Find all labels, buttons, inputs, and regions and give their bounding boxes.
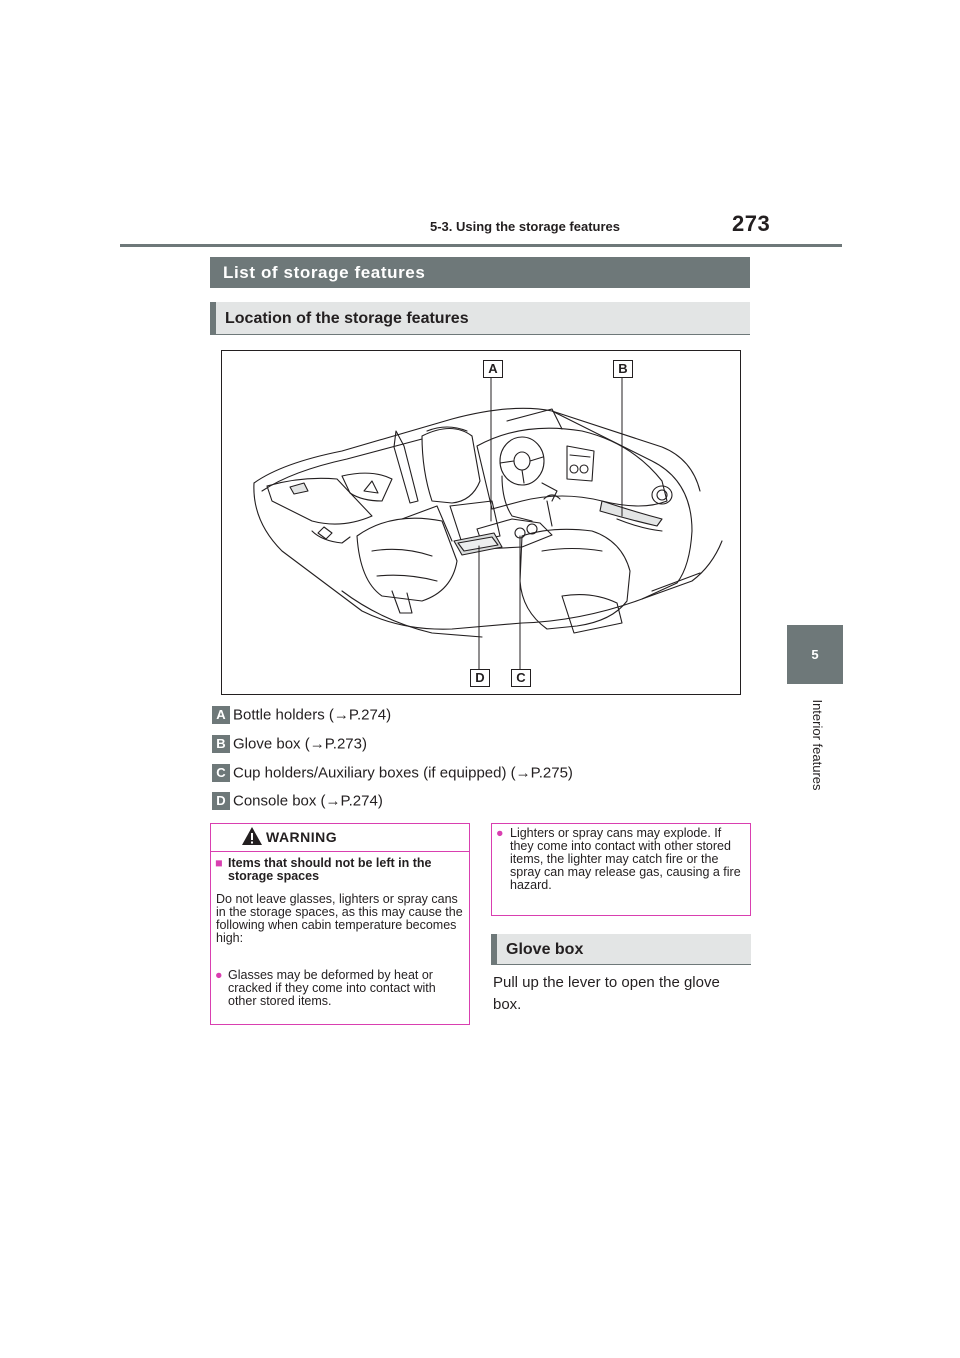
legend-key-c: C [212, 764, 230, 782]
warning-title: WARNING [266, 829, 338, 845]
glove-box-heading: Glove box [491, 934, 751, 965]
bullet-dot-icon: ● [496, 826, 504, 840]
legend-text-d[interactable]: Console box (→P.274) [233, 792, 383, 810]
warning-title-rule [211, 851, 469, 852]
callout-a: A [483, 360, 503, 378]
chapter-number: 5 [811, 647, 819, 662]
callout-c: C [511, 669, 531, 687]
header-rule [120, 244, 842, 247]
warning-triangle-icon [241, 826, 263, 846]
legend-text-b[interactable]: Glove box (→P.273) [233, 735, 367, 753]
callout-b: B [613, 360, 633, 378]
legend-text-c[interactable]: Cup holders/Auxiliary boxes (if equipped) (→P.275) [233, 764, 573, 782]
warning-bullet-2: Lighters or spray cans may explode. If they come into contact with other stored items, the lighter may catch fire or the spray can may release gas, causing a fire hazard. [510, 826, 741, 892]
legend-item-a [212, 706, 391, 726]
square-bullet-icon: ■ [215, 856, 223, 870]
glove-box-underline [491, 964, 751, 965]
page-number: 273 [732, 211, 771, 236]
glove-box-body: Pull up the lever to open the glove box. [493, 974, 720, 1013]
callout-d: D [470, 669, 490, 687]
warning-body: Do not leave glasses, lighters or spray cans in the storage spaces, as this may cause the following when cabin temperature becomes high: [216, 892, 463, 945]
subsection-title: Location of the storage features [210, 302, 750, 335]
legend-key-b: B [212, 735, 230, 753]
interior-illustration [221, 350, 741, 695]
section-title: List of storage features [210, 257, 750, 288]
legend-key-d: D [212, 792, 230, 810]
warning-bullet-1: Glasses may be deformed by heat or cracked if they come into contact with other stored items. [228, 968, 436, 1008]
chapter-label: Interior features [810, 699, 825, 791]
running-header-section: 5-3. Using the storage features [430, 219, 620, 234]
warning-subhead: Items that should not be left in the storage spaces [228, 856, 432, 883]
legend-text-a[interactable]: Bottle holders (→P.274) [233, 706, 392, 724]
legend-item-b [212, 735, 367, 755]
bullet-dot-icon: ● [215, 968, 223, 982]
legend-item-d [212, 792, 383, 812]
legend-key-a: A [212, 706, 230, 724]
legend-item-c [212, 764, 573, 784]
subsection-underline [210, 334, 750, 335]
car-interior-drawing [222, 351, 740, 694]
